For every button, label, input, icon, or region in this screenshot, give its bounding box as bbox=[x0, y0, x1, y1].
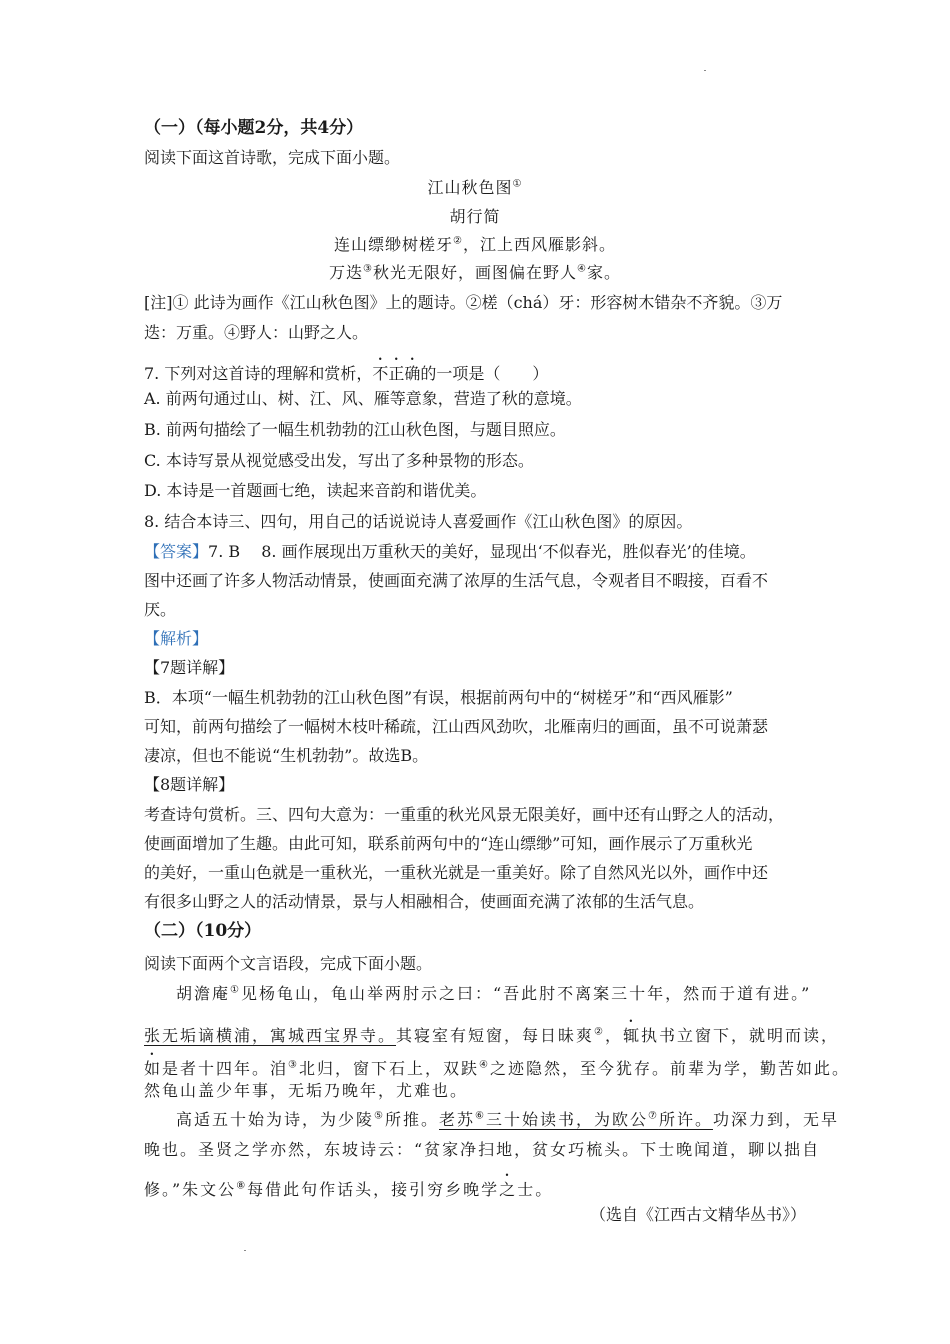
answer-text: 7. B 8. 画作展现出万重秋天的美好，显现出‘不似春光，胜似春光’的佳境。 bbox=[208, 542, 756, 561]
q7-option-b: B. 前两句描绘了一幅生机勃勃的江山秋色图，与题目照应。 bbox=[144, 420, 566, 439]
passage-text: 见杨龟山，龟山举两肘示之曰：“吾此肘不离案三十年，然而于道有进。” bbox=[240, 984, 812, 1003]
footnote-marker: ② bbox=[594, 1026, 605, 1038]
q8-detail-line: 有很多山野之人的活动情景，景与人相融相合，使画面充满了浓郁的生活气息。 bbox=[144, 892, 705, 911]
emphasized-char: 辄 bbox=[623, 1026, 642, 1045]
footnote-marker: ① bbox=[230, 984, 241, 996]
poem-title bbox=[0, 178, 950, 198]
footnote-marker: ② bbox=[453, 235, 463, 247]
q7-option-d: D. 本诗是一首题画七绝，读起来音韵和谐优美。 bbox=[144, 481, 487, 500]
footnote-marker: ⑦ bbox=[648, 1110, 659, 1122]
poem-text: 连山缥缈树槎牙 bbox=[334, 235, 454, 254]
poem-text: 秋光无限好，画图偏在野人 bbox=[372, 263, 577, 282]
answer-line-2: 图中还画了许多人物活动情景，使画面充满了浓厚的生活气息，令观者目不暇接，百看不 bbox=[144, 571, 769, 590]
underlined-sentence bbox=[439, 1110, 713, 1129]
answer-line-1 bbox=[144, 542, 756, 562]
q7-detail-line: 可知，前两句描绘了一幅树木枝叶稀疏，江山西风劲吹，北雁南归的画面，虽不可说萧瑟 bbox=[144, 717, 769, 736]
q7-detail-line: 凄凉，但也不能说“生机勃勃”。故选B。 bbox=[144, 746, 429, 765]
footnote-marker: ③ bbox=[288, 1059, 299, 1071]
passage-text: 执书立窗下，就明而读， bbox=[641, 1026, 840, 1045]
poem-text: 万迭 bbox=[329, 263, 364, 282]
q7-option-c: C. 本诗写景从视觉感受出发，写出了多种景物的形态。 bbox=[144, 451, 534, 470]
poem-line-1 bbox=[0, 235, 950, 255]
passage-p2-line-2: 晚也。圣贤之学亦然，东坡诗云：“贫家净扫地，贫女巧梳头。下士晚闻道，聊以拙自 bbox=[144, 1140, 821, 1159]
poem-text: 家。 bbox=[586, 263, 621, 282]
section1-instruction: 阅读下面这首诗歌，完成下面小题。 bbox=[144, 148, 401, 167]
section1-heading: （一）（每小题2分，共4分） bbox=[144, 118, 364, 138]
footnote-marker: ⑥ bbox=[475, 1110, 486, 1122]
section2-heading: （二）（10分） bbox=[144, 921, 262, 941]
q7-detail-title: 【7题详解】 bbox=[144, 658, 235, 677]
emphasized-char: 之 bbox=[499, 1180, 518, 1199]
answer-line-3: 厌。 bbox=[144, 600, 177, 619]
q8-detail-line: 使画面增加了生趣。由此可知，联系前两句中的“连山缥缈”可知，画作展示了万重秋光 bbox=[144, 834, 753, 853]
passage-text: 每借此句作话头，接引穷乡晚学 bbox=[247, 1180, 500, 1199]
passage-p1-line-1 bbox=[176, 984, 811, 1004]
q8-detail-line: 考查诗句赏析。三、四句大意为：一重重的秋光风景无限美好，画中还有山野之人的活动， bbox=[144, 805, 785, 824]
passage-text: 北归，窗下石上，双趺 bbox=[299, 1059, 480, 1078]
poem-title-text: 江山秋色图 bbox=[427, 178, 513, 197]
passage-source: （选自《江西古文精华丛书》） bbox=[589, 1205, 806, 1224]
q7-stem-text: 的一项是（ ） bbox=[420, 364, 549, 383]
emphasized-char: 如 bbox=[144, 1059, 163, 1078]
passage-p2-line-1 bbox=[176, 1110, 839, 1130]
q7-emphasis: 不正确 bbox=[372, 364, 421, 383]
underlined-text: 老苏 bbox=[439, 1110, 476, 1129]
underlined-text: 三十始读书，为欧公 bbox=[485, 1110, 648, 1129]
notes-line-1: [注]① 此诗为画作《江山秋色图》上的题诗。②槎（chá）牙：形容树木错杂不齐貌。③万 bbox=[144, 293, 783, 312]
q7-stem bbox=[144, 355, 548, 384]
passage-text: 所推。 bbox=[384, 1110, 439, 1129]
q7-option-a: A. 前两句通过山、树、江、风、雁等意象，营造了秋的意境。 bbox=[144, 389, 582, 408]
section2-instruction: 阅读下面两个文言语段，完成下面小题。 bbox=[144, 954, 433, 973]
passage-text: 胡澹庵 bbox=[176, 984, 231, 1003]
page-speck bbox=[244, 1250, 246, 1251]
q8-stem: 8. 结合本诗三、四句，用自己的话说说诗人喜爱画作《江山秋色图》的原因。 bbox=[144, 512, 693, 531]
poem-author: 胡行简 bbox=[449, 207, 501, 226]
footnote-marker: ⑧ bbox=[236, 1180, 248, 1192]
q8-detail-title: 【8题详解】 bbox=[144, 775, 235, 794]
passage-text: 功深力到，无早 bbox=[712, 1110, 839, 1129]
footnote-marker: ④ bbox=[479, 1059, 490, 1071]
q7-detail-line: B．本项“一幅生机勃勃的江山秋色图”有误，根据前两句中的“树槎牙”和“西风雁影” bbox=[144, 688, 733, 707]
analysis-label: 【解析】 bbox=[144, 629, 209, 648]
underlined-sentence: 张无垢谪横浦，寓城西宝界寺。 bbox=[144, 1026, 397, 1045]
underlined-text: 所许。 bbox=[658, 1110, 713, 1129]
notes-line-2: 迭：万重。④野人：山野之人。 bbox=[144, 323, 369, 342]
q8-detail-line: 的美好，一重山色就是一重秋光，一重秋光就是一重美好。除了自然风光以外，画作中还 bbox=[144, 863, 769, 882]
passage-p1-line-4: 然龟山盖少年事，无垢乃晚年，尤难也。 bbox=[144, 1081, 469, 1100]
poem-text: ，江上西风雁影斜。 bbox=[462, 235, 616, 254]
passage-text: 之迹隐然，至今犹存。前辈为学，勤苦如此。 bbox=[489, 1059, 850, 1078]
footnote-marker: ① bbox=[512, 178, 523, 190]
passage-text: 修。”朱文公 bbox=[144, 1180, 237, 1199]
passage-text: 其寝室有短窗，每日昧爽 bbox=[396, 1026, 595, 1045]
footnote-marker: ⑤ bbox=[374, 1110, 385, 1122]
passage-p1-line-3 bbox=[144, 1050, 850, 1079]
q7-stem-text: 7. 下列对这首诗的理解和赏析， bbox=[144, 364, 373, 383]
passage-text: 是者十四年。洎 bbox=[162, 1059, 289, 1078]
answer-label: 【答案】 bbox=[144, 542, 209, 561]
footnote-marker: ④ bbox=[577, 263, 587, 275]
passage-p1-line-2 bbox=[144, 1017, 839, 1046]
passage-text: ， bbox=[605, 1026, 624, 1045]
poem-line-2 bbox=[0, 263, 950, 283]
page-speck bbox=[704, 70, 706, 71]
footnote-marker: ③ bbox=[363, 263, 373, 275]
passage-text: 士。 bbox=[517, 1180, 554, 1199]
passage-text: 高适五十始为诗，为少陵 bbox=[176, 1110, 375, 1129]
passage-p2-line-3 bbox=[144, 1171, 553, 1200]
